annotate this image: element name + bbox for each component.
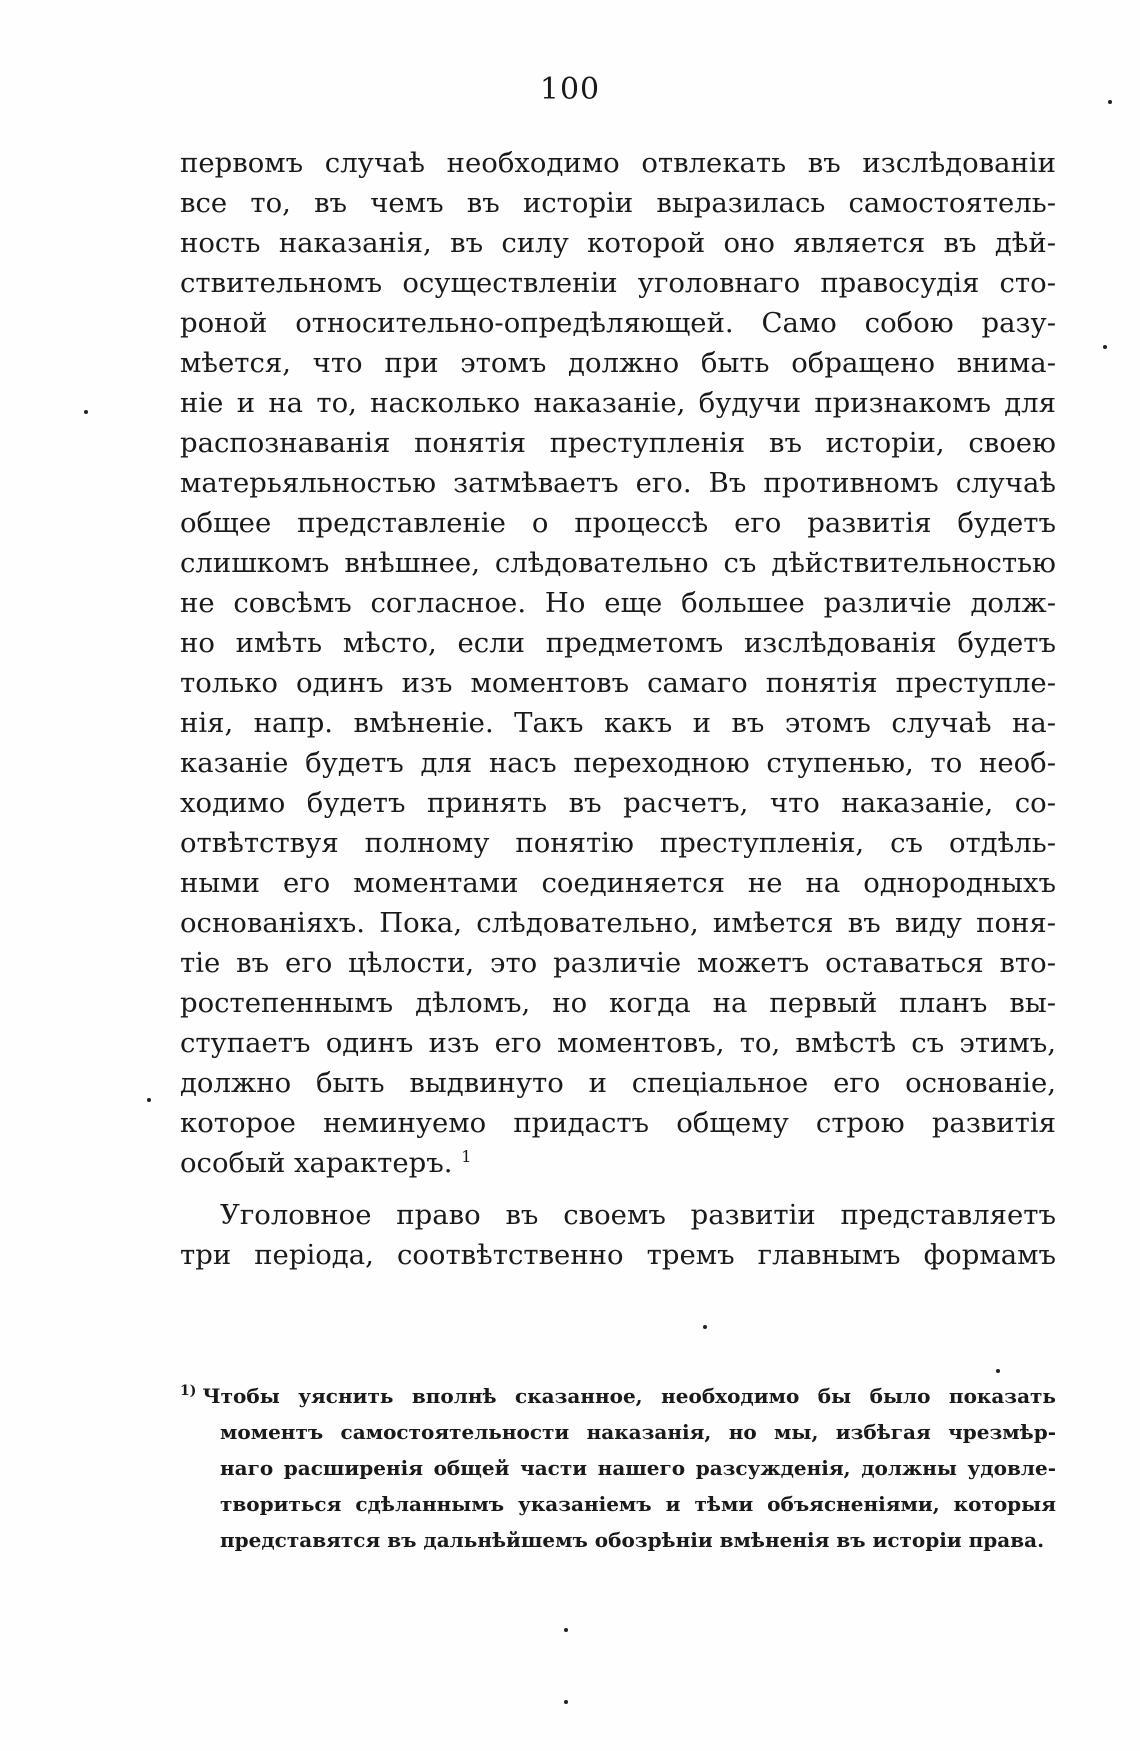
scan-speck (564, 1628, 568, 1632)
page-number: 100 (539, 72, 601, 107)
paragraph-2 (180, 1195, 1056, 1275)
text-line: первомъ случаѣ необходимо отвлекать въ изслѣдованіи (180, 147, 1056, 179)
footnote-line: представятся въ дальнѣйшемъ обозрѣніи вмѣненія въ исторіи права. (220, 1528, 1045, 1552)
text-line: но имѣть мѣсто, если предметомъ изслѣдованія будетъ (180, 627, 1056, 659)
text-line: отвѣтствуя полному понятію преступленія, съ отдѣль- (180, 827, 1056, 859)
scan-speck (84, 410, 88, 414)
scan-speck (1108, 100, 1112, 104)
text-line: ствительномъ осуществленіи уголовнаго правосудія сто- (180, 267, 1056, 299)
text-line: все то, въ чемъ въ исторіи выразилась самостоятель- (180, 187, 1056, 219)
scan-speck (564, 1700, 568, 1704)
text-line: ступаетъ одинъ изъ его моментовъ, то, вмѣстѣ съ этимъ, (180, 1027, 1056, 1059)
text-line: общее представленіе о процессѣ его развитія будетъ (180, 507, 1056, 539)
footnote-line: твориться сдѣланнымъ указаніемъ и тѣми объясненіями, которыя (220, 1492, 1056, 1516)
text-line: ростепеннымъ дѣломъ, но когда на первый планъ вы- (180, 987, 1056, 1019)
text-line: не совсѣмъ согласное. Но еще большее различіе долж- (180, 587, 1056, 619)
text-line-content: особый характеръ. (180, 1147, 453, 1179)
paragraph-1 (180, 143, 1056, 1183)
scan-speck (1103, 345, 1107, 349)
text-line: роной относительно-опредѣляющей. Само собою разу- (180, 307, 1056, 339)
scan-speck (996, 1369, 1000, 1373)
footnote-text: Чтобы уяснить вполнѣ сказанное, необходимо бы было показать (202, 1384, 1056, 1408)
footnote-line: наго расширенія общей части нашего разсужденія, должны удовле- (220, 1456, 1056, 1480)
text-line: основаніяхъ. Пока, слѣдовательно, имѣется въ виду поня- (180, 907, 1056, 939)
body-text (180, 143, 1056, 1275)
scan-speck (147, 1098, 151, 1102)
footnote-line: моментъ самостоятельности наказанія, но мы, избѣгая чрезмѣр- (220, 1420, 1056, 1444)
text-line: три періода, соотвѣтственно тремъ главнымъ формамъ (180, 1239, 1056, 1271)
text-line: матерьяльностью затмѣваетъ его. Въ противномъ случаѣ (180, 467, 1056, 499)
footnote (180, 1378, 1056, 1558)
text-line: казаніе будетъ для насъ переходною ступенью, то необ- (180, 747, 1056, 779)
text-line: которое неминуемо придастъ общему строю развитія (180, 1107, 1056, 1139)
text-line: распознаванія понятія преступленія въ исторіи, своею (180, 427, 1056, 459)
text-line: ходимо будетъ принять въ расчетъ, что наказаніе, со- (180, 787, 1056, 819)
text-line: ніе и на то, насколько наказаніе, будучи признакомъ для (180, 387, 1056, 419)
text-line: Уголовное право въ своемъ развитіи представляетъ (220, 1199, 1056, 1231)
text-line: нія, напр. вмѣненіе. Такъ какъ и въ этомъ случаѣ на- (180, 707, 1056, 739)
text-line: ность наказанія, въ силу которой оно является въ дѣй- (180, 227, 1056, 259)
text-line: ными его моментами соединяется не на однородныхъ (180, 867, 1056, 899)
text-line-last (180, 1143, 1056, 1183)
scan-speck (703, 1325, 707, 1329)
footnote-reference[interactable]: 1 (461, 1146, 472, 1166)
text-line: только одинъ изъ моментовъ самаго понятія преступле- (180, 667, 1056, 699)
footnote-marker: 1) (180, 1383, 197, 1400)
footnote-line-first (180, 1378, 1056, 1414)
text-line: мѣется, что при этомъ должно быть обращено внима- (180, 347, 1056, 379)
footnotes-section (180, 1378, 1056, 1558)
text-line: слишкомъ внѣшнее, слѣдовательно съ дѣйствительностью (180, 547, 1056, 579)
text-line: должно быть выдвинуто и спеціальное его основаніе, (180, 1067, 1056, 1099)
text-line: тіе въ его цѣлости, это различіе можетъ оставаться вто- (180, 947, 1056, 979)
paragraph-gap (180, 1183, 1056, 1195)
